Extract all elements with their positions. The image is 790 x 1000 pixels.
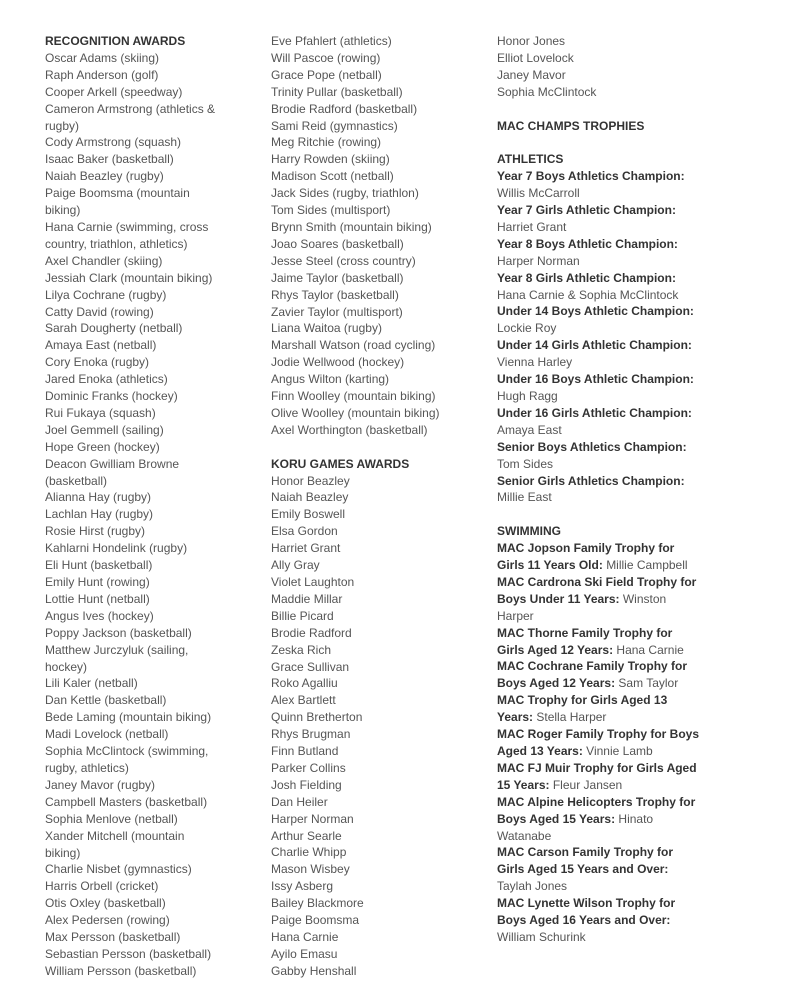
- list-item: Lachlan Hay (rugby): [45, 507, 154, 522]
- list-item: Billie Picard: [271, 608, 334, 623]
- list-item: Axel Worthington (basketball): [271, 422, 428, 437]
- list-item: Poppy Jackson (basketball): [45, 625, 192, 640]
- list-item: Jaime Taylor (basketball): [271, 270, 404, 285]
- award-item: [497, 794, 702, 845]
- list-item: Grace Sullivan: [271, 659, 350, 674]
- award-item: [497, 625, 702, 659]
- list-item: Honor Jones: [497, 34, 566, 48]
- list-item: Cameron Armstrong (athletics & rugby): [45, 101, 216, 133]
- award-winner: Hugh Ragg: [497, 389, 558, 403]
- award-item: [497, 371, 702, 405]
- list-item: Oscar Adams (skiing): [45, 50, 160, 65]
- award-title: MAC Lynette Wilson Trophy for Boys Aged 16 Years and Over:: [497, 896, 676, 928]
- list-item: Hope Green (hockey): [45, 439, 160, 454]
- list-item: Raph Anderson (golf): [45, 67, 159, 82]
- award-winner: Winston Harper: [497, 591, 667, 623]
- list-item: Hana Carnie: [271, 930, 339, 945]
- recognition-list-part-2: [271, 33, 471, 439]
- award-title: Year 8 Boys Athletic Champion:: [497, 236, 678, 251]
- list-item: Rui Fukaya (squash): [45, 405, 156, 420]
- koru-list-part-2: [497, 33, 702, 101]
- award-title: Year 7 Girls Athletic Champion:: [497, 203, 676, 218]
- award-title: Under 16 Girls Athletic Champion:: [497, 405, 692, 420]
- column-2: [271, 33, 471, 980]
- award-winner: Millie East: [497, 490, 552, 505]
- list-item: Marshall Watson (road cycling): [271, 338, 436, 353]
- award-title: MAC Cochrane Family Trophy for Boys Aged 12 Years:: [497, 659, 688, 691]
- section-spacer: [497, 134, 702, 151]
- award-item: [497, 337, 702, 371]
- list-item: Quinn Bretherton: [271, 710, 363, 725]
- list-item: Maddie Millar: [271, 591, 343, 606]
- list-item: Joel Gemmell (sailing): [45, 422, 164, 437]
- list-item: Angus Wilton (karting): [271, 372, 390, 387]
- award-item: [497, 574, 702, 625]
- list-item: Elliot Lovelock: [497, 50, 574, 65]
- list-item: Charlie Whipp: [271, 845, 347, 860]
- list-item: Lilya Cochrane (rugby): [45, 287, 167, 302]
- list-item: Sophia McClintock: [497, 84, 597, 99]
- list-item: Ayilo Emasu: [271, 946, 338, 961]
- award-title: Year 7 Boys Athletics Champion:: [497, 169, 685, 184]
- list-item: Rhys Taylor (basketball): [271, 287, 399, 302]
- award-title: MAC Cardrona Ski Field Trophy for Boys Under 11 Years:: [497, 574, 697, 606]
- award-winner: Hana Carnie: [616, 642, 684, 657]
- list-item: Matthew Jurczyluk (sailing, hockey): [45, 642, 189, 674]
- list-item: Angus Ives (hockey): [45, 608, 154, 623]
- list-item: Lottie Hunt (netball): [45, 591, 150, 606]
- swimming-awards-list: [497, 540, 702, 946]
- list-item: Olive Woolley (mountain biking): [271, 405, 440, 420]
- award-item: [497, 439, 702, 473]
- list-item: Issy Asberg: [271, 879, 334, 894]
- list-item: Jodie Wellwood (hockey): [271, 355, 405, 370]
- list-item: Harriet Grant: [271, 541, 341, 556]
- list-item: Rosie Hirst (rugby): [45, 524, 146, 539]
- koru-games-awards-heading: KORU GAMES AWARDS: [271, 456, 410, 471]
- list-item: Dan Kettle (basketball): [45, 693, 167, 708]
- award-winner: Amaya East: [497, 422, 562, 437]
- award-winner: Hana Carnie & Sophia McClintock: [497, 287, 679, 302]
- list-item: Alianna Hay (rugby): [45, 490, 152, 505]
- list-item: Ally Gray: [271, 558, 320, 573]
- list-item: Brodie Radford (basketball): [271, 101, 418, 116]
- list-item: Sebastian Persson (basketball): [45, 946, 212, 961]
- athletics-heading: ATHLETICS: [497, 152, 564, 167]
- award-title: MAC Jopson Family Trophy for Girls 11 Years Old:: [497, 541, 675, 573]
- award-item: [497, 303, 702, 337]
- list-item: Dominic Franks (hockey): [45, 389, 178, 404]
- award-winner: William Schurink: [497, 929, 586, 944]
- list-item: Cory Enoka (rugby): [45, 355, 150, 370]
- list-item: Amaya East (netball): [45, 338, 157, 353]
- list-item: Gabby Henshall: [271, 963, 357, 978]
- list-item: Meg Ritchie (rowing): [271, 135, 382, 150]
- award-winner: Stella Harper: [536, 710, 607, 725]
- list-item: Grace Pope (netball): [271, 67, 382, 82]
- award-title: MAC Alpine Helicopters Trophy for Boys Aged 15 Years:: [497, 794, 696, 826]
- award-item: [497, 202, 702, 236]
- section-spacer: [497, 506, 702, 523]
- list-item: Finn Woolley (mountain biking): [271, 389, 436, 404]
- column-1: [45, 33, 223, 980]
- list-item: Will Pascoe (rowing): [271, 50, 381, 65]
- list-item: Madi Lovelock (netball): [45, 727, 169, 742]
- list-item: Paige Boomsma (mountain biking): [45, 186, 190, 218]
- award-title: MAC Thorne Family Trophy for Girls Aged 12 Years:: [497, 625, 673, 657]
- award-item: [497, 168, 702, 202]
- award-winner: Tom Sides: [497, 456, 554, 471]
- list-item: Sophia Menlove (netball): [45, 811, 178, 826]
- list-item: William Persson (basketball): [45, 963, 197, 978]
- list-item: Kahlarni Hondelink (rugby): [45, 541, 188, 556]
- award-title: Under 16 Boys Athletic Champion:: [497, 372, 694, 387]
- recognition-list-part-1: [45, 50, 223, 980]
- list-item: Eve Pfahlert (athletics): [271, 34, 392, 48]
- list-item: Paige Boomsma: [271, 913, 360, 928]
- list-item: Alex Pedersen (rowing): [45, 913, 170, 928]
- list-item: Dan Heiler: [271, 794, 328, 809]
- list-item: Sophia McClintock (swimming, rugby, athletics): [45, 744, 209, 775]
- mac-champs-trophies-heading: MAC CHAMPS TROPHIES: [497, 118, 645, 133]
- list-item: Liana Waitoa (rugby): [271, 321, 382, 336]
- award-item: [497, 270, 702, 304]
- award-title: MAC Trophy for Girls Aged 13 Years:: [497, 693, 668, 725]
- list-item: Sarah Dougherty (netball): [45, 321, 183, 336]
- list-item: Deacon Gwilliam Browne (basketball): [45, 456, 180, 488]
- list-item: Charlie Nisbet (gymnastics): [45, 862, 192, 877]
- section-spacer: [497, 101, 702, 118]
- award-winner: Millie Campbell: [606, 558, 688, 573]
- award-title: Senior Girls Athletics Champion:: [497, 473, 685, 488]
- list-item: Janey Mavor (rugby): [45, 777, 156, 792]
- list-item: Joao Soares (basketball): [271, 236, 404, 251]
- list-item: Harry Rowden (skiing): [271, 152, 390, 167]
- list-item: Jesse Steel (cross country): [271, 253, 416, 268]
- list-item: Honor Beazley: [271, 473, 350, 488]
- list-item: Harper Norman: [271, 811, 354, 826]
- award-winner: Harriet Grant: [497, 219, 567, 234]
- award-item: [497, 692, 702, 726]
- list-item: Mason Wisbey: [271, 862, 350, 877]
- award-winner: Willis McCarroll: [497, 186, 580, 201]
- list-item: Sami Reid (gymnastics): [271, 118, 398, 133]
- list-item: Axel Chandler (skiing): [45, 253, 163, 268]
- list-item: Josh Fielding: [271, 777, 342, 792]
- award-winner: Harper Norman: [497, 253, 580, 268]
- list-item: Janey Mavor: [497, 67, 566, 82]
- award-title: Senior Boys Athletics Champion:: [497, 439, 687, 454]
- award-title: MAC FJ Muir Trophy for Girls Aged 15 Years:: [497, 760, 697, 792]
- list-item: Jessiah Clark (mountain biking): [45, 270, 213, 285]
- award-winner: Lockie Roy: [497, 321, 557, 336]
- list-item: Brynn Smith (mountain biking): [271, 219, 432, 234]
- list-item: Alex Bartlett: [271, 693, 336, 708]
- list-item: Cooper Arkell (speedway): [45, 84, 183, 99]
- list-item: Bede Laming (mountain biking): [45, 710, 212, 725]
- list-item: Tom Sides (multisport): [271, 203, 391, 218]
- list-item: Jared Enoka (athletics): [45, 372, 168, 387]
- list-item: Jack Sides (rugby, triathlon): [271, 186, 419, 201]
- list-item: Catty David (rowing): [45, 304, 154, 319]
- award-item: [497, 473, 702, 507]
- award-title: MAC Carson Family Trophy for Girls Aged 15 Years and Over:: [497, 845, 674, 877]
- award-item: [497, 405, 702, 439]
- recognition-awards-heading: RECOGNITION AWARDS: [45, 34, 186, 48]
- list-item: Elsa Gordon: [271, 524, 338, 539]
- list-item: Harris Orbell (cricket): [45, 879, 159, 894]
- award-item: [497, 540, 702, 574]
- list-item: Trinity Pullar (basketball): [271, 84, 403, 99]
- award-winner: Vinnie Lamb: [586, 744, 653, 759]
- list-item: Parker Collins: [271, 760, 346, 775]
- award-winner: Hinato Watanabe: [497, 811, 654, 843]
- award-item: [497, 760, 702, 794]
- list-item: Campbell Masters (basketball): [45, 794, 208, 809]
- award-title: Under 14 Girls Athletic Champion:: [497, 338, 692, 353]
- list-item: Max Persson (basketball): [45, 930, 181, 945]
- award-winner: Taylah Jones: [497, 879, 568, 894]
- award-title: Year 8 Girls Athletic Champion:: [497, 270, 676, 285]
- list-item: Lili Kaler (netball): [45, 676, 138, 691]
- list-item: Cody Armstrong (squash): [45, 135, 182, 150]
- award-item: [497, 726, 702, 760]
- list-item: Naiah Beazley: [271, 490, 349, 505]
- list-item: Zavier Taylor (multisport): [271, 304, 403, 319]
- award-winner: Vienna Harley: [497, 355, 573, 370]
- award-winner: Sam Taylor: [618, 676, 679, 691]
- list-item: Naiah Beazley (rugby): [45, 169, 164, 184]
- list-item: Xander Mitchell (mountain biking): [45, 828, 185, 860]
- list-item: Otis Oxley (basketball): [45, 896, 166, 911]
- athletics-awards-list: [497, 168, 702, 506]
- list-item: Emily Hunt (rowing): [45, 575, 150, 589]
- list-item: Arthur Searle: [271, 828, 342, 843]
- list-item: Madison Scott (netball): [271, 169, 394, 184]
- list-item: Brodie Radford: [271, 625, 352, 640]
- list-item: Zeska Rich: [271, 642, 332, 657]
- award-winner: Fleur Jansen: [552, 777, 623, 792]
- list-item: Emily Boswell: [271, 507, 346, 522]
- list-item: Violet Laughton: [271, 574, 355, 589]
- list-item: Eli Hunt (basketball): [45, 558, 153, 573]
- list-item: Bailey Blackmore: [271, 896, 364, 911]
- award-item: [497, 236, 702, 270]
- list-item: Finn Butland: [271, 744, 339, 759]
- award-item: [497, 844, 702, 895]
- award-title: MAC Roger Family Trophy for Boys Aged 13 Years:: [497, 727, 700, 759]
- list-item: Hana Carnie (swimming, cross country, triathlon, athletics): [45, 219, 209, 251]
- koru-list-part-1: [271, 473, 471, 980]
- award-title: Under 14 Boys Athletic Champion:: [497, 304, 694, 319]
- section-spacer: [271, 439, 471, 456]
- award-item: [497, 895, 702, 946]
- list-item: Rhys Brugman: [271, 727, 351, 742]
- column-3: [497, 33, 702, 946]
- swimming-heading: SWIMMING: [497, 524, 561, 539]
- award-item: [497, 658, 702, 692]
- list-item: Isaac Baker (basketball): [45, 152, 174, 167]
- list-item: Roko Agalliu: [271, 676, 338, 691]
